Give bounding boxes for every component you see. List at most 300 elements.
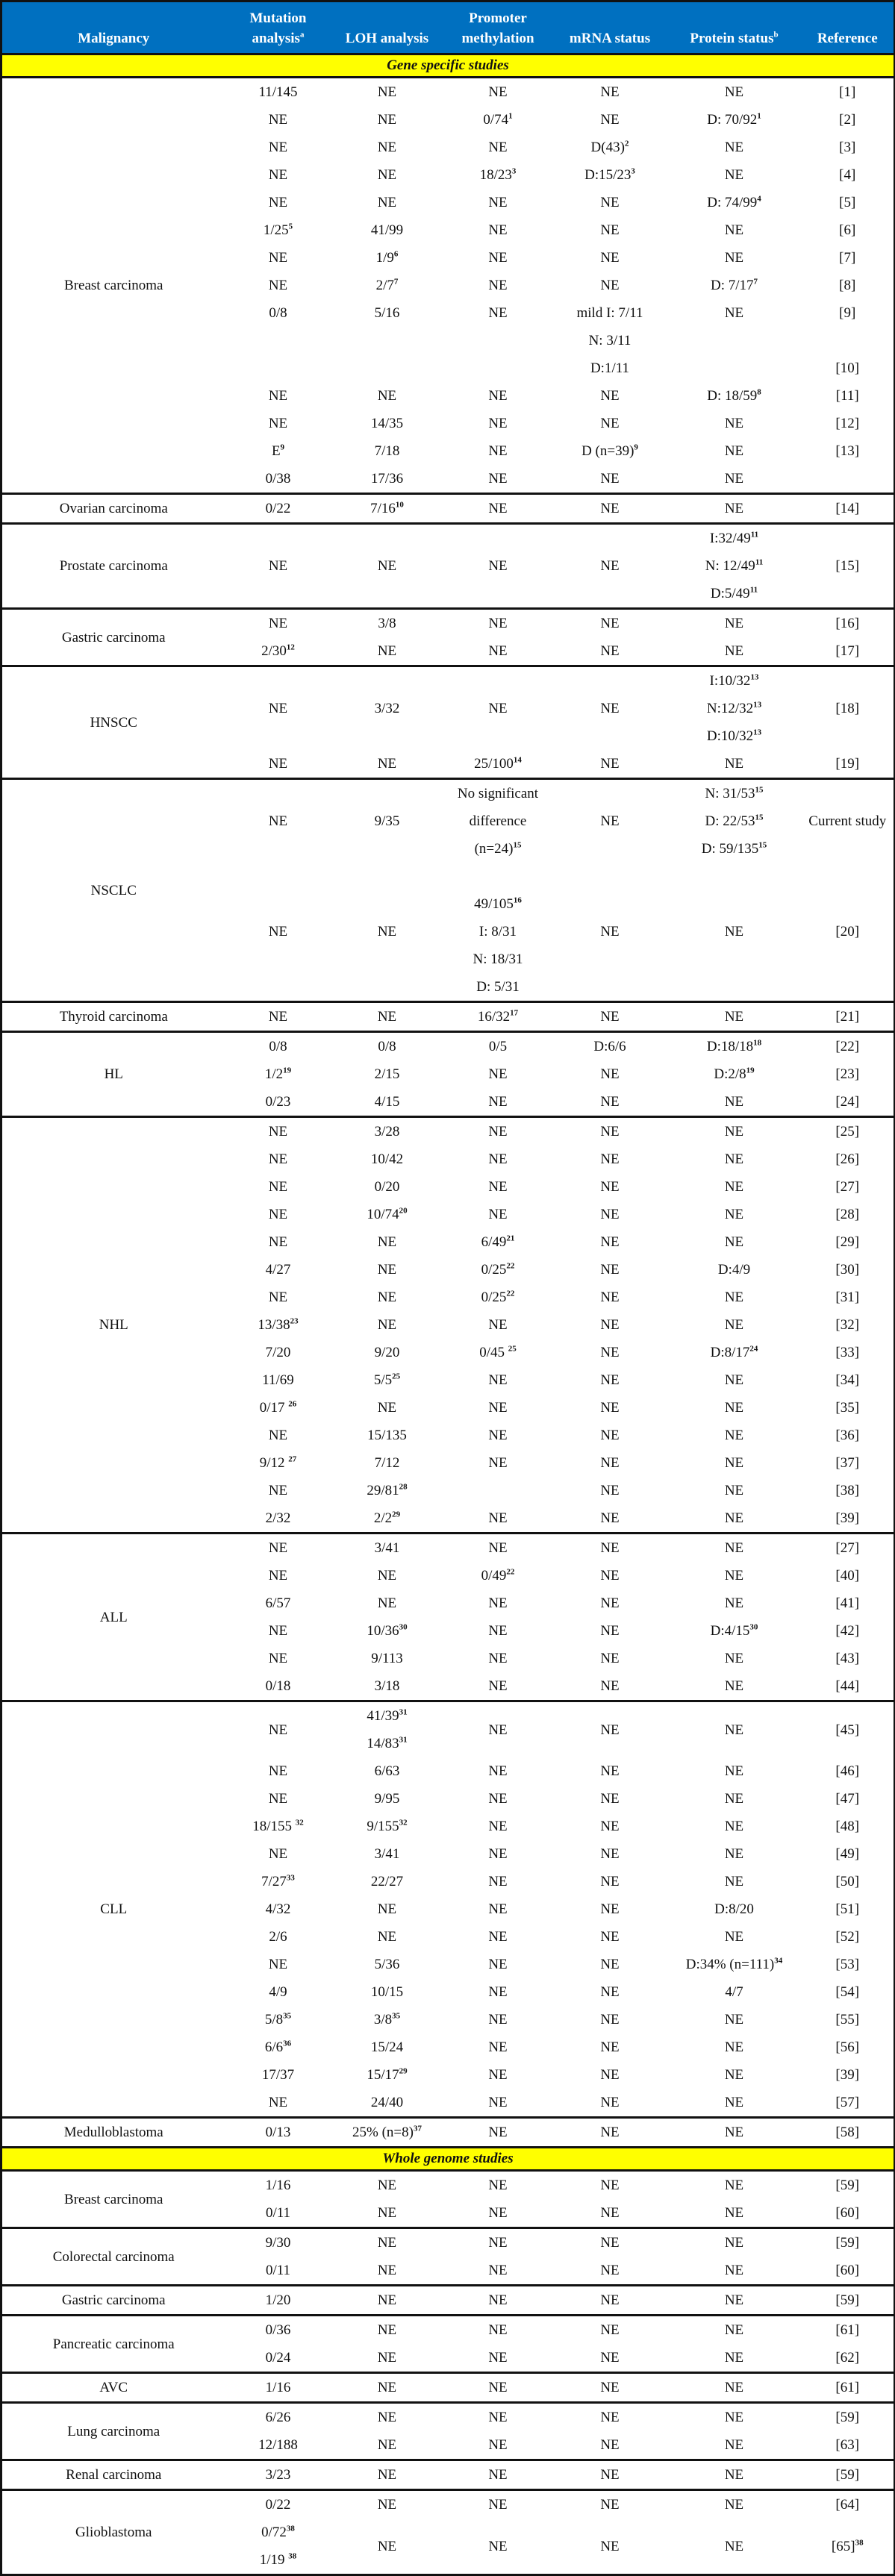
mrna-status-cell [553, 1813, 667, 1840]
cell-line: 1/16 [265, 2380, 291, 2395]
cell-line: NE [600, 278, 620, 293]
footnote-marker: 33 [286, 1873, 295, 1883]
promoter-methylation-cell [443, 1645, 553, 1672]
cell-line: NE [600, 2322, 620, 2338]
cell-line: NE [600, 2263, 620, 2278]
mrna-status-cell [553, 2460, 667, 2490]
footnote-marker: 30 [399, 1622, 408, 1632]
mrna-status-cell [553, 1256, 667, 1284]
protein-status-cell [667, 2257, 802, 2286]
footnote-marker: 32 [295, 1818, 304, 1828]
cell-line: [46] [835, 1763, 860, 1779]
promoter-methylation-cell [443, 410, 553, 437]
protein-status-cell [667, 299, 802, 327]
reference-cell [802, 2006, 895, 2033]
cell-line: NE [600, 1819, 620, 1834]
cell-line [832, 2539, 864, 2554]
protein-status-cell [667, 2228, 802, 2257]
cell-line [483, 112, 512, 128]
mutation-analysis-cell [225, 1311, 331, 1339]
cell-line [367, 1819, 407, 1834]
cell-line: [45] [835, 1722, 860, 1738]
cell-line: NE [268, 1846, 288, 1862]
loh-analysis-cell [331, 2199, 443, 2228]
table-row [1, 494, 895, 524]
malignancy-cell: Renal carcinoma [1, 2460, 225, 2490]
cell-line [710, 531, 758, 546]
loh-analysis-cell [331, 437, 443, 465]
reference-cell [802, 1145, 895, 1173]
cell-line: NE [377, 167, 397, 183]
mutation-analysis-cell [225, 1895, 331, 1923]
table-row [1, 2403, 895, 2432]
cell-line: NE [377, 558, 397, 574]
cell-line: [31] [835, 1289, 860, 1305]
cell-line [702, 841, 767, 857]
mutation-analysis-cell [225, 2316, 331, 2345]
promoter-methylation-cell [443, 1449, 553, 1477]
promoter-methylation-cell [443, 973, 553, 1002]
mutation-analysis-cell [225, 1813, 331, 1840]
cell-line: NE [724, 1455, 744, 1471]
cell-line: [26] [835, 1151, 860, 1167]
cell-line [707, 701, 761, 716]
footnote-marker: 15 [755, 785, 764, 795]
cell-line [707, 112, 761, 128]
loh-analysis-cell [331, 2089, 443, 2118]
reference-cell [802, 410, 895, 437]
footnote-marker: 30 [749, 1622, 758, 1632]
protein-status-cell [667, 637, 802, 666]
mutation-analysis-cell [225, 2171, 331, 2200]
cell-line: Current study [808, 813, 887, 829]
loh-analysis-cell [331, 2519, 443, 2575]
cell-line: N: 18/31 [473, 951, 523, 967]
cell-line: NE [724, 1763, 744, 1779]
cell-line [710, 673, 759, 689]
mutation-analysis-cell [225, 1366, 331, 1394]
footnote-marker: 10 [395, 500, 404, 510]
footnote-marker: 19 [746, 1066, 755, 1075]
promoter-methylation-cell [443, 2373, 553, 2403]
protein-status-cell [667, 1366, 802, 1394]
cell-line: 3/32 [374, 701, 400, 716]
mrna-status-cell [553, 216, 667, 244]
promoter-methylation-cell [443, 2316, 553, 2345]
cell-value: 0/25 [481, 1262, 507, 1278]
mutation-analysis-cell [225, 807, 331, 835]
cell-line: 11/145 [258, 84, 298, 100]
cell-line: NE [724, 1819, 744, 1834]
mrna-status-cell [553, 1840, 667, 1868]
promoter-methylation-cell [443, 382, 553, 410]
cell-line: [64] [835, 2497, 860, 2513]
cell-line: NE [724, 1094, 744, 1110]
mrna-status-cell [553, 1449, 667, 1477]
loh-analysis-cell [331, 1145, 443, 1173]
protein-status-cell [667, 354, 802, 382]
table-row [1, 666, 895, 695]
loh-analysis-cell [331, 1813, 443, 1840]
cell-line: NE [377, 84, 397, 100]
reference-cell [802, 1978, 895, 2006]
cell-line: NE [488, 1763, 508, 1779]
mrna-status-cell [553, 1201, 667, 1228]
cell-line: NE [724, 1400, 744, 1416]
cell-line: NE [488, 2350, 508, 2366]
cell-line [258, 1317, 298, 1333]
cell-line: NE [488, 2012, 508, 2028]
mrna-status-cell [553, 1228, 667, 1256]
cell-line: NE [724, 924, 744, 940]
cell-line: NE [488, 2178, 508, 2193]
mutation-analysis-cell [225, 779, 331, 808]
protein-status-cell [667, 410, 802, 437]
loh-analysis-cell [331, 1785, 443, 1813]
protein-status-cell [667, 244, 802, 272]
loh-analysis-cell [331, 1672, 443, 1701]
cell-line: NE [268, 756, 288, 772]
cell-value: 29/81 [367, 1483, 399, 1498]
promoter-methylation-cell [443, 2431, 553, 2460]
cell-line [481, 1289, 515, 1305]
table-row [1, 779, 895, 808]
cell-line: I: 8/31 [478, 924, 517, 940]
table-row [1, 2228, 895, 2257]
reference-cell [802, 1060, 895, 1088]
promoter-methylation-cell [443, 637, 553, 666]
cell-line: NE [724, 2350, 744, 2366]
footnote-marker: 6 [393, 249, 399, 259]
cell-line: [11] [835, 388, 859, 404]
footnote-marker: 31 [399, 1707, 408, 1717]
loh-analysis-cell [331, 2286, 443, 2316]
mrna-status-cell [553, 2316, 667, 2345]
mutation-analysis-cell [225, 2431, 331, 2460]
mrna-status-cell [553, 134, 667, 161]
cell-line: NE [268, 1009, 288, 1025]
protein-status-cell [667, 2118, 802, 2148]
cell-line: NE [488, 2263, 508, 2278]
mrna-status-cell [553, 161, 667, 189]
cell-line: 3/28 [374, 1124, 400, 1139]
cell-line: NE [488, 501, 508, 516]
cell-line: NE [268, 1207, 288, 1222]
cell-line: 0/11 [265, 2263, 291, 2278]
cell-line: 10/15 [370, 1984, 404, 2000]
cell-line: [47] [835, 1791, 860, 1807]
cell-line: NE [488, 2467, 508, 2483]
footnote-marker: a [299, 30, 305, 40]
mutation-analysis-cell [225, 863, 331, 890]
cell-value: 10/36 [367, 1623, 399, 1639]
mrna-status-cell [553, 863, 667, 890]
cell-line: 3/41 [374, 1846, 400, 1862]
loh-analysis-cell [331, 1032, 443, 1061]
loh-analysis-cell [331, 863, 443, 890]
loh-analysis-cell [331, 2061, 443, 2089]
footnote-marker: 25 [508, 1344, 517, 1354]
cell-line: NE [724, 1846, 744, 1862]
cell-value: D(43) [590, 140, 625, 155]
mrna-status-cell [553, 1477, 667, 1504]
cell-line: NE [268, 195, 288, 210]
cell-line: NE [600, 1846, 620, 1862]
loh-analysis-cell [331, 779, 443, 808]
cell-line: NE [377, 388, 397, 404]
cell-line: 2/15 [374, 1066, 400, 1082]
cell-line: [36] [835, 1428, 860, 1443]
cell-line: [40] [835, 1568, 860, 1584]
cell-line: 0/22 [265, 2497, 291, 2513]
cell-value: N: 12/49 [705, 558, 755, 574]
cell-line [479, 1345, 517, 1360]
malignancy-cell: Glioblastoma [1, 2490, 225, 2575]
protein-status-cell [667, 1534, 802, 1563]
cell-line: NE [724, 643, 744, 659]
cell-line: difference [469, 813, 527, 829]
cell-line: NE [724, 1722, 744, 1738]
protein-status-cell [667, 216, 802, 244]
promoter-methylation-cell [443, 1951, 553, 1978]
reference-cell [802, 1785, 895, 1813]
cell-line: NE [377, 112, 397, 128]
mutation-analysis-cell [225, 2033, 331, 2061]
cell-line: NE [724, 1317, 744, 1333]
column-header-label: Reference [817, 31, 878, 46]
reference-cell [802, 2171, 895, 2200]
loh-analysis-cell [331, 1060, 443, 1088]
cell-line: NE [724, 1289, 744, 1305]
protein-status-cell [667, 1060, 802, 1088]
footnote-marker: 13 [753, 728, 762, 737]
protein-status-cell [667, 1840, 802, 1868]
footnote-marker: 25 [392, 1372, 401, 1381]
promoter-methylation-cell [443, 1562, 553, 1589]
cell-line: NE [377, 2437, 397, 2453]
cell-line: [27] [835, 1179, 860, 1195]
mrna-status-cell [553, 890, 667, 918]
promoter-methylation-cell [443, 2089, 553, 2118]
mutation-analysis-cell [225, 945, 331, 973]
loh-analysis-cell [331, 2228, 443, 2257]
cell-line: [35] [835, 1400, 860, 1416]
footnote-marker: 21 [506, 1234, 515, 1243]
cell-value: 2/2 [373, 1510, 393, 1526]
cell-line: NE [377, 2350, 397, 2366]
column-header-label: Malignancy [78, 31, 150, 46]
cell-line: [15] [835, 558, 860, 574]
cell-line: [54] [835, 1984, 860, 2000]
loh-analysis-cell [331, 1422, 443, 1449]
protein-status-cell [667, 2089, 802, 2118]
loh-analysis-cell [331, 2344, 443, 2373]
mutation-analysis-cell [225, 695, 331, 722]
protein-status-cell [667, 2199, 802, 2228]
cell-line: NE [377, 2263, 397, 2278]
mrna-status-cell [553, 750, 667, 779]
cell-line: [2] [839, 112, 856, 128]
protein-status-cell [667, 1757, 802, 1785]
reference-cell [802, 1256, 895, 1284]
cell-line: NE [488, 2380, 508, 2395]
cell-line: NE [488, 388, 508, 404]
column-header-mutation-analysis [225, 1, 331, 54]
table-row [1, 1701, 895, 1758]
cell-line: 3/41 [374, 1540, 400, 1556]
protein-status-cell [667, 1173, 802, 1201]
mrna-status-cell [553, 945, 667, 973]
protein-status-cell [667, 609, 802, 638]
cell-value: 0/49 [481, 1568, 507, 1584]
cell-line: NE [600, 2410, 620, 2425]
mrna-status-cell [553, 835, 667, 863]
cell-line: D:4/9 [717, 1262, 751, 1278]
reference-cell [802, 524, 895, 553]
malignancy-cell: Breast carcinoma [64, 2191, 163, 2207]
promoter-methylation-cell [443, 2118, 553, 2148]
footnote-marker: 24 [749, 1344, 758, 1354]
cell-line [474, 896, 522, 912]
promoter-methylation-cell [443, 354, 553, 382]
mrna-status-cell [553, 2519, 667, 2575]
mutation-analysis-cell [225, 722, 331, 750]
cell-value: 2/7 [375, 278, 394, 293]
cell-value: I:10/32 [709, 673, 751, 689]
reference-cell [802, 2257, 895, 2286]
footnote-marker: 13 [750, 672, 759, 682]
promoter-methylation-cell [443, 106, 553, 134]
cell-line: NE [724, 1929, 744, 1945]
cell-line [711, 1623, 758, 1639]
cell-line: 7/20 [265, 1345, 291, 1360]
mrna-status-cell [553, 382, 667, 410]
mrna-status-cell [553, 437, 667, 465]
loh-analysis-cell [331, 272, 443, 299]
reference-cell [802, 890, 895, 918]
cell-line [581, 443, 638, 459]
promoter-methylation-cell [443, 244, 553, 272]
cell-line: NE [377, 1317, 397, 1333]
cell-line: [60] [835, 2263, 860, 2278]
protein-status-cell [667, 695, 802, 722]
protein-status-cell [667, 1504, 802, 1534]
cell-line [481, 1234, 515, 1250]
mutation-analysis-cell [225, 918, 331, 945]
cell-line: NE [488, 2538, 508, 2554]
loh-analysis-cell [331, 1978, 443, 2006]
protein-status-cell [667, 1201, 802, 1228]
cell-line: NE [600, 1540, 620, 1556]
reference-cell [802, 1951, 895, 1978]
promoter-methylation-cell [443, 1032, 553, 1061]
cell-line: [29] [835, 1234, 860, 1250]
promoter-methylation-cell [443, 1173, 553, 1201]
mrna-status-cell [553, 1701, 667, 1758]
cell-value: 25/100 [474, 756, 514, 772]
loh-analysis-cell [331, 1173, 443, 1201]
mutation-analysis-cell [225, 494, 331, 524]
promoter-methylation-cell [443, 465, 553, 494]
mrna-status-cell [553, 106, 667, 134]
cell-line: NE [268, 924, 288, 940]
mrna-status-cell [553, 1785, 667, 1813]
table-row [1, 2490, 895, 2519]
cell-line: 6/63 [374, 1763, 400, 1779]
cell-line: 0/38 [265, 471, 291, 487]
protein-status-cell [667, 1951, 802, 1978]
malignancy-cell: NHL [1, 1117, 225, 1534]
cell-value: 9/12 [259, 1455, 289, 1471]
cell-line: [57] [835, 2095, 860, 2110]
promoter-methylation-cell [443, 1060, 553, 1088]
cell-line: NE [268, 1289, 288, 1305]
mrna-status-cell [553, 807, 667, 835]
footnote-marker: 34 [774, 1956, 783, 1966]
cell-value: D: 18/59 [707, 388, 758, 404]
mutation-analysis-cell [225, 1339, 331, 1366]
cell-line: NE [600, 1428, 620, 1443]
cell-line: [38] [835, 1483, 860, 1498]
cell-line: NE [600, 1400, 620, 1416]
loh-analysis-cell [331, 106, 443, 134]
mutation-analysis-cell [225, 2257, 331, 2286]
cell-line: NE [268, 813, 288, 829]
cell-line: 0/5 [488, 1039, 508, 1054]
mutation-analysis-cell [225, 299, 331, 327]
cell-line: NE [268, 558, 288, 574]
cell-line [265, 2012, 291, 2028]
table-row [1, 1032, 895, 1061]
cell-line: [1] [839, 84, 856, 100]
cell-line: NE [724, 2410, 744, 2425]
cell-value: 1/19 [259, 2552, 289, 2568]
footnote-marker: 35 [392, 2011, 401, 2021]
protein-status-cell [667, 580, 802, 609]
promoter-methylation-cell [443, 1088, 553, 1117]
promoter-methylation-cell [443, 189, 553, 216]
cell-line: [61] [835, 2380, 860, 2395]
protein-status-cell [667, 722, 802, 750]
cell-line: NE [600, 2039, 620, 2055]
mutation-analysis-cell [225, 835, 331, 863]
cell-line: NE [600, 1151, 620, 1167]
cell-line [711, 278, 758, 293]
cell-line: NE [268, 388, 288, 404]
cell-line: NE [377, 1595, 397, 1611]
cell-line: NE [377, 756, 397, 772]
loh-analysis-cell [331, 1201, 443, 1228]
loh-analysis-cell [331, 189, 443, 216]
mrna-status-cell [553, 2228, 667, 2257]
cell-value: 7/16 [370, 501, 396, 516]
cell-line: NE [724, 2380, 744, 2395]
loh-analysis-cell [331, 1868, 443, 1895]
table-header [1, 1, 895, 54]
cell-line [261, 643, 295, 659]
cell-line: NE [488, 2322, 508, 2338]
cell-line: [55] [835, 2012, 860, 2028]
promoter-methylation-cell [443, 2257, 553, 2286]
loh-analysis-cell [331, 2033, 443, 2061]
cell-line: [16] [835, 616, 860, 631]
mrna-status-cell [553, 2089, 667, 2118]
protein-status-cell [667, 382, 802, 410]
mutation-analysis-cell [225, 1672, 331, 1701]
cell-value: 18/155 [252, 1819, 296, 1834]
footnote-marker: 2 [624, 139, 629, 149]
cell-line: NE [600, 2437, 620, 2453]
